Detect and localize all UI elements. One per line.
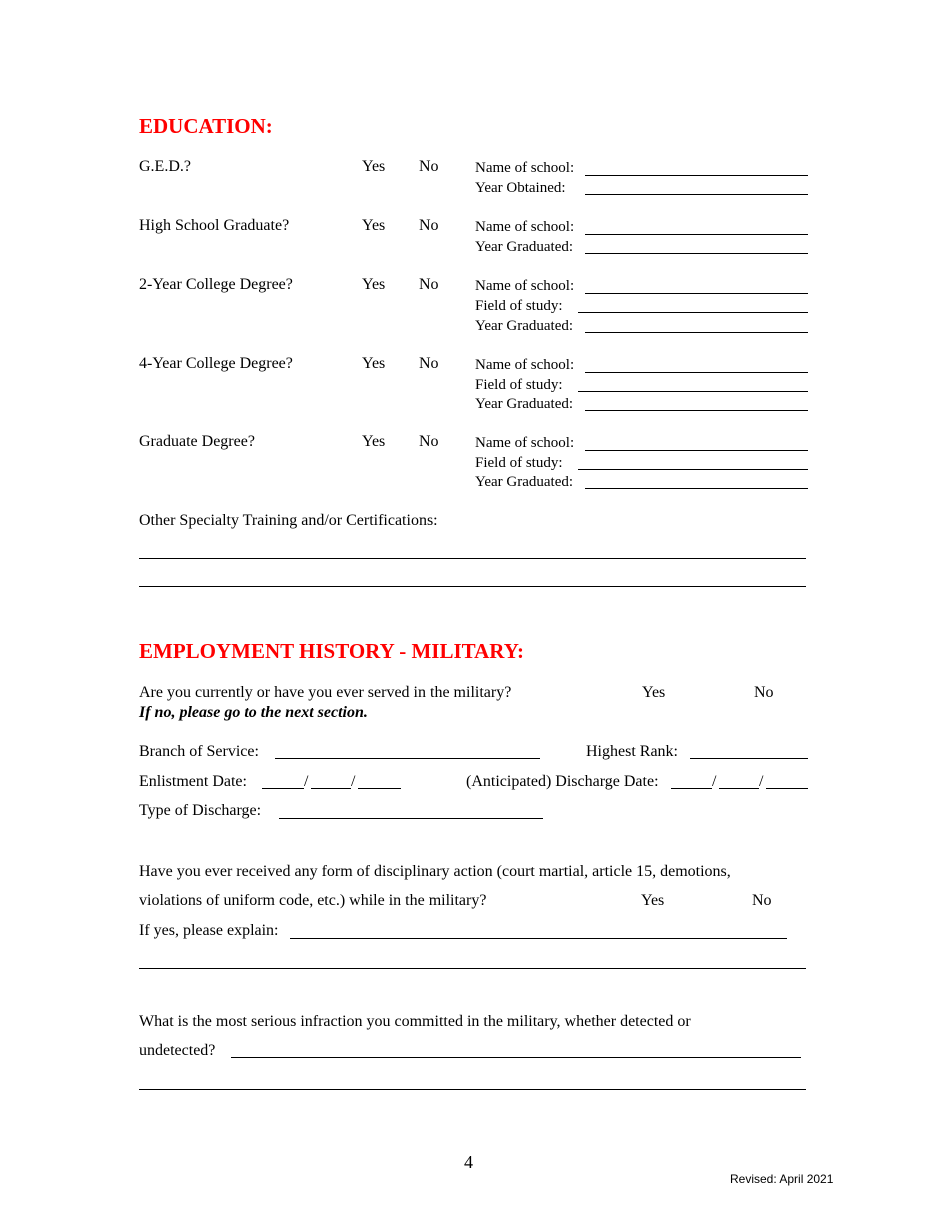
discharge-sep-1: / (712, 773, 717, 790)
discharge-month-field[interactable] (671, 788, 712, 789)
served-question: Are you currently or have you ever served in the military? (139, 684, 512, 701)
graduate-question: Graduate Degree? (139, 433, 255, 450)
high-school-yes-option[interactable]: Yes (362, 217, 386, 234)
four-year-question: 4-Year College Degree? (139, 355, 293, 372)
graduate-year-field[interactable] (585, 488, 808, 489)
infraction-question-line1: What is the most serious infraction you committed in the military, whether detected or (139, 1013, 691, 1030)
high-school-school-field[interactable] (585, 234, 808, 235)
disciplinary-question-line1: Have you ever received any form of disciplinary action (court martial, article 15, demotions, (139, 863, 731, 880)
two-year-year-label: Year Graduated: (475, 318, 574, 334)
discharge-type-field[interactable] (279, 818, 543, 819)
discharge-type-label: Type of Discharge: (139, 802, 262, 819)
four-year-no-option[interactable]: No (419, 355, 439, 372)
ged-school-label: Name of school: (475, 160, 575, 176)
disciplinary-no-option[interactable]: No (752, 892, 772, 909)
graduate-school-field[interactable] (585, 450, 808, 451)
four-year-year-label: Year Graduated: (475, 396, 574, 412)
graduate-field-field[interactable] (578, 469, 808, 470)
enlistment-sep-2: / (351, 773, 356, 790)
high-school-year-field[interactable] (585, 253, 808, 254)
other-training-field-1[interactable] (139, 558, 806, 559)
served-note: If no, please go to the next section. (139, 704, 368, 721)
infraction-question-line2: undetected? (139, 1042, 216, 1059)
served-no-option[interactable]: No (754, 684, 774, 701)
other-training-field-2[interactable] (139, 586, 806, 587)
two-year-field-field[interactable] (578, 312, 808, 313)
discharge-year-field[interactable] (766, 788, 808, 789)
four-year-field-field[interactable] (578, 391, 808, 392)
branch-label: Branch of Service: (139, 743, 259, 760)
high-school-school-label: Name of school: (475, 219, 575, 235)
four-year-school-field[interactable] (585, 372, 808, 373)
disciplinary-yes-option[interactable]: Yes (641, 892, 665, 909)
rank-field[interactable] (690, 758, 808, 759)
page-number: 4 (464, 1152, 473, 1172)
two-year-field-label: Field of study: (475, 298, 563, 314)
two-year-yes-option[interactable]: Yes (362, 276, 386, 293)
explain-field-1[interactable] (290, 938, 787, 939)
enlistment-day-field[interactable] (311, 788, 351, 789)
two-year-year-field[interactable] (585, 332, 808, 333)
infraction-field-2[interactable] (139, 1089, 806, 1090)
high-school-no-option[interactable]: No (419, 217, 439, 234)
enlistment-label: Enlistment Date: (139, 773, 247, 790)
four-year-yes-option[interactable]: Yes (362, 355, 386, 372)
two-year-question: 2-Year College Degree? (139, 276, 293, 293)
enlistment-month-field[interactable] (262, 788, 304, 789)
explain-label: If yes, please explain: (139, 922, 279, 939)
two-year-school-label: Name of school: (475, 278, 575, 294)
graduate-yes-option[interactable]: Yes (362, 433, 386, 450)
ged-school-field[interactable] (585, 175, 808, 176)
served-yes-option[interactable]: Yes (642, 684, 666, 701)
ged-year-field[interactable] (585, 194, 808, 195)
high-school-year-label: Year Graduated: (475, 239, 574, 255)
ged-question: G.E.D.? (139, 158, 191, 175)
discharge-sep-2: / (759, 773, 764, 790)
military-heading: EMPLOYMENT HISTORY - MILITARY: (139, 639, 524, 663)
graduate-no-option[interactable]: No (419, 433, 439, 450)
four-year-school-label: Name of school: (475, 357, 575, 373)
graduate-year-label: Year Graduated: (475, 474, 574, 490)
other-training-label: Other Specialty Training and/or Certifications: (139, 512, 438, 529)
branch-field[interactable] (275, 758, 540, 759)
disciplinary-question-line2: violations of uniform code, etc.) while in the military? (139, 892, 487, 909)
four-year-field-label: Field of study: (475, 377, 563, 393)
enlistment-year-field[interactable] (358, 788, 401, 789)
explain-field-2[interactable] (139, 968, 806, 969)
four-year-year-field[interactable] (585, 410, 808, 411)
ged-year-label: Year Obtained: (475, 180, 566, 196)
two-year-no-option[interactable]: No (419, 276, 439, 293)
education-heading: EDUCATION: (139, 114, 273, 138)
graduate-field-label: Field of study: (475, 455, 563, 471)
revised-date: Revised: April 2021 (730, 1172, 834, 1186)
discharge-day-field[interactable] (719, 788, 759, 789)
two-year-school-field[interactable] (585, 293, 808, 294)
ged-yes-option[interactable]: Yes (362, 158, 386, 175)
enlistment-sep-1: / (304, 773, 309, 790)
ged-no-option[interactable]: No (419, 158, 439, 175)
high-school-question: High School Graduate? (139, 217, 290, 234)
infraction-field-1[interactable] (231, 1057, 801, 1058)
rank-label: Highest Rank: (586, 743, 678, 760)
discharge-date-label: (Anticipated) Discharge Date: (466, 773, 659, 790)
graduate-school-label: Name of school: (475, 435, 575, 451)
